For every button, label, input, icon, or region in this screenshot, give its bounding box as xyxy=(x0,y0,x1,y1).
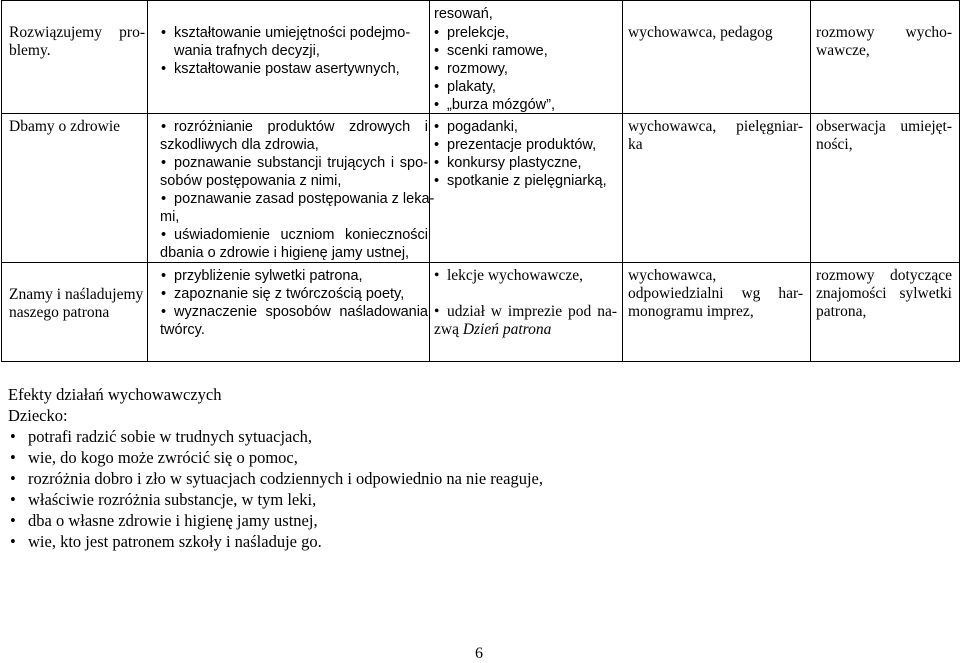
form-item: • lekcje wychowawcze, xyxy=(447,267,583,285)
list-item: • wie, kto jest patronem szkoły i naśladuje go. xyxy=(8,531,543,552)
responsible-line: wychowawca, pielęgniar- xyxy=(628,118,803,135)
cell-responsible xyxy=(623,1,811,114)
list-item: • potrafi radzić sobie w trudnych sytuacjach, xyxy=(8,426,543,447)
responsible-line: odpowiedzialni wg har- xyxy=(628,285,803,302)
form-item-cont-text: zwą xyxy=(434,321,463,338)
list-item: • wie, do kogo może zwrócić się o pomoc, xyxy=(8,447,543,468)
evaluation-line: znajomości sylwetki xyxy=(816,285,952,302)
goal-item: • zapoznanie się z twórczością poety, xyxy=(174,285,404,303)
responsible-line: ka xyxy=(628,136,643,153)
goal-item-cont: wania trafnych decyzji, xyxy=(174,43,320,59)
evaluation-line: rozmowy wycho- xyxy=(816,24,952,41)
topic-line: Dbamy o zdrowie xyxy=(9,118,121,135)
topic-line: Znamy i naśladujemy xyxy=(9,286,144,303)
form-item-cont xyxy=(434,321,551,339)
goal-item: • kształtowanie postaw asertywnych, xyxy=(174,60,400,78)
evaluation-line: wawcze, xyxy=(816,42,870,59)
table-row xyxy=(2,263,960,362)
effects-subject: Dziecko: xyxy=(8,406,68,425)
form-item-cont: resowań, xyxy=(434,6,493,22)
goal-item: • poznawanie zasad postępowania z leka- xyxy=(174,190,428,208)
evaluation-line: ności, xyxy=(816,136,853,153)
form-item: • prezentacje produktów, xyxy=(447,136,596,154)
form-item: • konkursy plastyczne, xyxy=(447,154,582,172)
list-item: • dba o własne zdrowie i higienę jamy ustnej, xyxy=(8,510,543,531)
cell-forms xyxy=(430,263,623,362)
evaluation-line: rozmowy dotyczące xyxy=(816,267,952,284)
effects-section xyxy=(8,384,543,552)
goal-item-cont: dbania o zdrowie i higienę jamy ustnej, xyxy=(160,245,410,261)
form-item: • spotkanie z pielęgniarką, xyxy=(447,172,607,190)
cell-goals xyxy=(148,114,435,263)
evaluation-line: patrona, xyxy=(816,303,867,320)
cell-goals xyxy=(148,263,430,362)
list-item: • rozróżnia dobro i zło w sytuacjach codziennych i odpowiednio na nie reaguje, xyxy=(8,468,543,489)
responsible-line: monogramu imprez, xyxy=(628,303,754,320)
form-item: • prelekcje, xyxy=(447,24,509,42)
goal-item: • kształtowanie umiejętności podejmo- xyxy=(174,24,410,42)
table-row xyxy=(2,1,960,114)
cell-evaluation xyxy=(811,114,960,263)
goal-item-cont: twórcy. xyxy=(160,322,205,338)
effects-list xyxy=(8,426,543,552)
cell-topic xyxy=(2,1,148,114)
goal-item-cont: mi, xyxy=(160,209,180,225)
cell-forms xyxy=(430,1,623,114)
cell-topic xyxy=(2,114,148,263)
form-item: • rozmowy, xyxy=(447,60,508,78)
cell-responsible xyxy=(623,263,811,362)
form-item: • scenki ramowe, xyxy=(447,42,548,60)
form-item: • udział w imprezie pod na- xyxy=(447,303,617,321)
topic-line: naszego patrona xyxy=(9,304,110,321)
page-number: 6 xyxy=(475,645,483,662)
responsible-line: wychowawca, xyxy=(628,267,717,284)
cell-evaluation xyxy=(811,263,960,362)
goal-item-cont: szkodliwych dla zdrowia, xyxy=(160,137,319,153)
program-table xyxy=(1,0,960,362)
cell-responsible xyxy=(623,114,811,263)
goal-item: • rozróżnianie produktów zdrowych i xyxy=(174,118,428,136)
cell-evaluation xyxy=(811,1,960,114)
cell-topic xyxy=(2,263,148,362)
responsible-line: wychowawca, pedagog xyxy=(628,24,773,41)
form-item: • pogadanki, xyxy=(447,118,518,136)
form-item: • plakaty, xyxy=(447,78,496,96)
effects-heading: Efekty działań wychowawczych xyxy=(8,385,222,404)
goal-item: • uświadomienie uczniom konieczności xyxy=(174,226,428,244)
topic-line: blemy. xyxy=(9,42,51,59)
topic-line: Rozwiązujemy pro- xyxy=(9,24,145,41)
goal-item: • poznawanie substancji trujących i spo- xyxy=(174,154,428,172)
table-row xyxy=(2,114,960,263)
evaluation-line: obserwacja umiejęt- xyxy=(816,118,952,135)
cell-goals xyxy=(148,1,430,114)
form-item: • „burza mózgów”, xyxy=(447,96,555,114)
cell-forms xyxy=(430,114,623,263)
list-item: • właściwie rozróżnia substancje, w tym leki, xyxy=(8,489,543,510)
goal-item-cont: sobów postępowania z nimi, xyxy=(160,173,342,189)
goal-item: • przybliżenie sylwetki patrona, xyxy=(174,267,363,285)
goal-item: • wyznaczenie sposobów naśladowania xyxy=(174,303,428,321)
event-name: Dzień patrona xyxy=(462,321,552,338)
